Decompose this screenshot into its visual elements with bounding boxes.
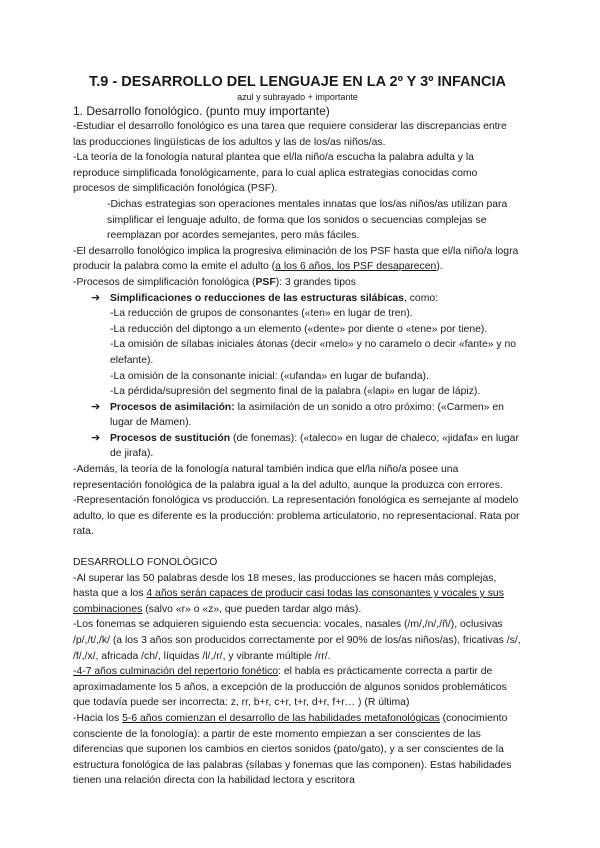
paragraph: -Los fonemas se adquieren siguiendo esta secuencia: vocales, nasales (/m/,/n/,/ñ/), oclusivas /p/,/t/,/k/ (a los 3 años son producidos correctamente por el 90% de los/as niños/as), fricativas /s/, /f/,/x/, africada /ch/, líquidas /l/,/r/, y vibrante múltiple /rr/. — [73, 619, 521, 662]
list-item: ➔ Simplificaciones o reducciones de las estructuras silábicas, como: — [73, 291, 522, 307]
underlined-text: 4 años serán capaces de producir casi todas las consonantes y vocales y sus combinaciones — [73, 588, 504, 615]
paragraph: -Al superar las 50 palabras desde los 18 meses, las producciones se hacen más complejas, hasta que a los 4 años serán capaces de producir casi todas las consonantes y vocales y sus combinaciones (salvo «r» o «z», que pueden tardar algo más). — [73, 572, 504, 615]
paragraph: -La teoría de la fonología natural plantea que el/la niño/a escucha la palabra adulta y la reproduce simplificada fonológicamente, para lo cual aplica estrategias conocidas como procesos de simplificación fonológica (PSF). — [73, 152, 478, 195]
document-subtitle: azul y subrayado + importante — [237, 92, 358, 102]
paragraph: -Procesos de simplificación fonológica (PSF): 3 grandes tipos — [73, 276, 357, 288]
sub-list-item: -La omisión de sílabas iniciales átonas (decir «melo» y no caramelo o decir «fante» y no elefante). — [110, 339, 517, 366]
arrow-right-icon: ➔ — [91, 431, 101, 444]
underlined-text: a los 6 años, los PSF desaparecen — [275, 261, 437, 273]
arrow-right-icon: ➔ — [91, 400, 101, 413]
paragraph: -4-7 años culminación del repertorio fonético: el habla es prácticamente correcta a partir de aproximadamente los 5 años, a excepción de la producción de algunos sonidos problemáticos que todavía puede ser incorrecta: z, rr, b+r, c+r, t+r, d+r, f+r… ) (R última) — [73, 666, 507, 709]
indented-paragraph: -Dichas estrategias son operaciones mentales innatas que los/as niños/as utilizan para simplificar el lenguaje adulto, de forma que los sonidos o secuencias complejas se reemplazan por acordes semejantes, pero más fáciles. — [107, 198, 508, 242]
list-item: ➔ Procesos de asimilación: la asimilación de un sonido a otro próximo: («Carmen» en lugar de Mamen). — [91, 400, 504, 429]
bold-text: PSF — [255, 276, 276, 288]
paragraph: -Hacia los 5-6 años comienzan el desarrollo de las habilidades metafonológicas (conocimiento consciente de la fonología): a partir de este momento empiezan a ser conscientes de las diferencias que suponen los cambios en ciertos sonidos (pato/gato), y a ser conscientes de la estructura fonológica de las palabras (sílabas y fonemas que las componen). Estas habilidades tienen una relación directa con la habilidad lectora y escritora — [73, 712, 512, 787]
bold-text: Simplificaciones o reducciones de las estructuras silábicas — [110, 292, 404, 304]
paragraph: -Además, la teoría de la fonología natural también indica que el/la niño/a posee una representación fonológica de la palabra igual a la del adulto, aunque la produzca con errores. — [73, 464, 503, 491]
underlined-text: 5-6 años comienzan el desarrollo de las habilidades metafonológicas — [122, 712, 440, 724]
sub-list-item: -La omisión de la consonante inicial: («ufanda» en lugar de bufanda). — [110, 370, 429, 382]
spacer — [73, 540, 522, 555]
sub-list-item: -La reducción de grupos de consonantes («ten» en lugar de tren). — [110, 308, 413, 320]
bold-text: Procesos de sustitución — [110, 432, 231, 444]
paragraph: -Representación fonológica vs producción. La representación fonológica es semejante al modelo adulto, lo que es diferente es la producción: problema articulatorio, no representacional. Rata por rata. — [73, 495, 520, 538]
underlined-text: -4-7 años culminación del repertorio fonético — [73, 666, 279, 678]
paragraph: -Estudiar el desarrollo fonológico es una tarea que requiere considerar las discrepancias entre las producciones lingüísticas de los adultos y las de los/as niños/as. — [73, 121, 507, 148]
document-title: T.9 - DESARROLLO DEL LENGUAJE EN LA 2º Y 3º INFANCIA — [89, 74, 506, 90]
list-item: ➔ Procesos de sustitución (de fonemas): («taleco» en lugar de chaleco; «jidafa» en lugar de jirafa). — [91, 431, 519, 460]
sub-list-item: -La reducción del diptongo a un elemento («dente» por diente o «tene» por tiene). — [110, 323, 488, 335]
paragraph: -El desarrollo fonológico implica la progresiva eliminación de los PSF hasta que el/la niño/a logra producir la palabra como la emite el adulto (a los 6 años, los PSF desaparecen). — [73, 245, 519, 273]
section2-heading: DESARROLLO FONOLÓGICO — [73, 557, 218, 569]
section1-heading: 1. Desarrollo fonológico. (punto muy importante) — [73, 104, 330, 118]
sub-list-item: -La pérdida/supresión del segmento final de la palabra («lapi» en lugar de lápiz). — [110, 386, 481, 398]
bold-text: Procesos de asimilación: — [110, 401, 235, 413]
arrow-right-icon: ➔ — [91, 291, 101, 304]
